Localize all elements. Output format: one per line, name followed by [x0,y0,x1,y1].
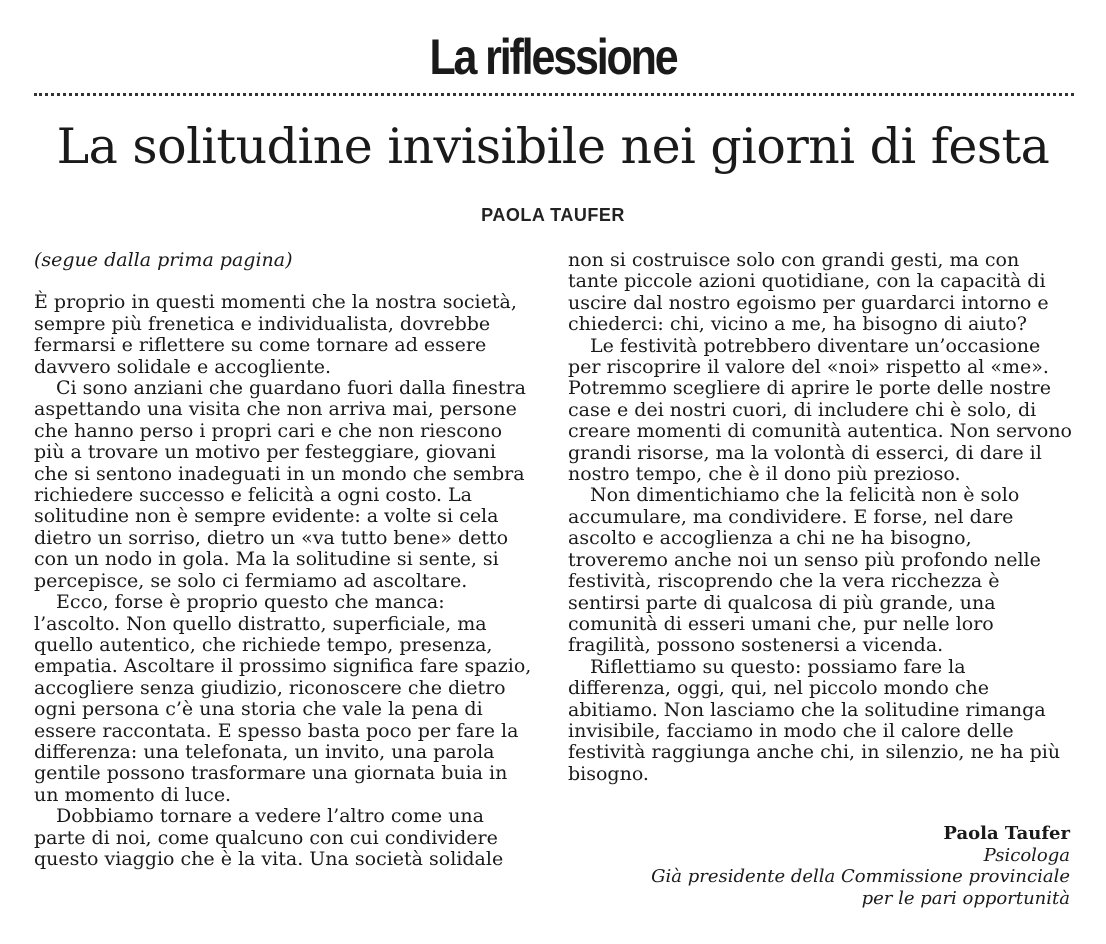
signature-affiliation: Già presidente della Commissione provinciale [651,866,1070,887]
paragraph: Le festività potrebbero diventare un’occasione per riscoprire il valore del «noi» rispetto al «me». Potremmo scegliere di aprire le porte delle nostre case e dei nostri cuori, di includere chi è solo, di creare momenti di comunità autentica. Non servono grandi risorse, ma la volontà di esserci, di dare il nostro tempo, che è il dono più prezioso. [568,334,1073,486]
section-title: La riflessione [429,29,677,85]
article-byline: PAOLA TAUFER [481,205,625,225]
paragraph: Riflettiamo su questo: possiamo fare la differenza, oggi, qui, nel piccolo mondo che abitiamo. Non lasciamo che la solitudine rimanga invisibile, facciamo in modo che il calore delle festività raggiunga anche chi, in silenzio, ne ha più bisogno. [568,655,1061,785]
paragraph: Ecco, forse è proprio questo che manca: l’ascolto. Non quello distratto, superficiale, ma quello autentico, che richiede tempo, presenza, empatia. Ascoltare il prossimo significa fare spazio, accogliere senza giudizio, riconoscere che dietro ogni persona c’è una storia che vale la pena di essere raccontata. E spesso basta poco per fare la differenza: una telefonata, un invito, una parola gentile possono trasformare una giornata buia in un momento di luce. [34,591,532,806]
article-headline: La solitudine invisibile nei giorni di festa [56,118,1050,175]
article-column-left [34,250,534,870]
signature-name: Paola Taufer [943,823,1070,844]
signature-role: Psicologa [983,844,1070,866]
paragraph: non si costruisce solo con grandi gesti, ma con tante piccole azioni quotidiane, con la capacità di uscire dal nostro egoismo per guardarci intorno e chiederci: chi, vicino a me, ha bisogno di aiuto? [568,249,1049,336]
paragraph: Ci sono anziani che guardano fuori dalla finestra aspettando una visita che non arriva mai, persone che hanno perso i propri cari e che non riescono più a trovare un motivo per festeggiare, giovani che si sentono inadeguati in un mondo che sembra richiedere successo e felicità a ogni costo. La solitudine non è sempre evidente: a volte si cela dietro un sorriso, dietro un «va tutto bene» detto con un nodo in gola. Ma la solitudine si sente, si percepisce, se solo ci fermiamo ad ascoltare. [34,377,526,592]
author-signature [651,823,1070,909]
paragraph: È proprio in questi momenti che la nostra società, sempre più frenetica e individualista, dovrebbe fermarsi e riflettere su come tornare ad essere davvero solidale e accogliente. [34,291,517,378]
paragraph: Dobbiamo tornare a vedere l’altro come una parte di noi, come qualcuno con cui condividere questo viaggio che è la vita. Una società solidale [34,805,504,870]
signature-affiliation: per le pari opportunità [861,887,1070,909]
dotted-divider [34,93,1074,96]
article-column-right [568,250,1074,785]
paragraph: Non dimentichiamo che la felicità non è solo accumulare, ma condividere. E forse, nel dare ascolto e accoglienza a chi ne ha bisogno, troveremo anche noi un senso più profondo nelle festività, riscoprendo che la vera ricchezza è sentirsi parte di qualcosa di più grande, una comunità di esseri umani che, pur nelle loro fragilità, possono sostenersi a vicenda. [568,484,1041,657]
continuation-note: (segue dalla prima pagina) [34,249,293,271]
